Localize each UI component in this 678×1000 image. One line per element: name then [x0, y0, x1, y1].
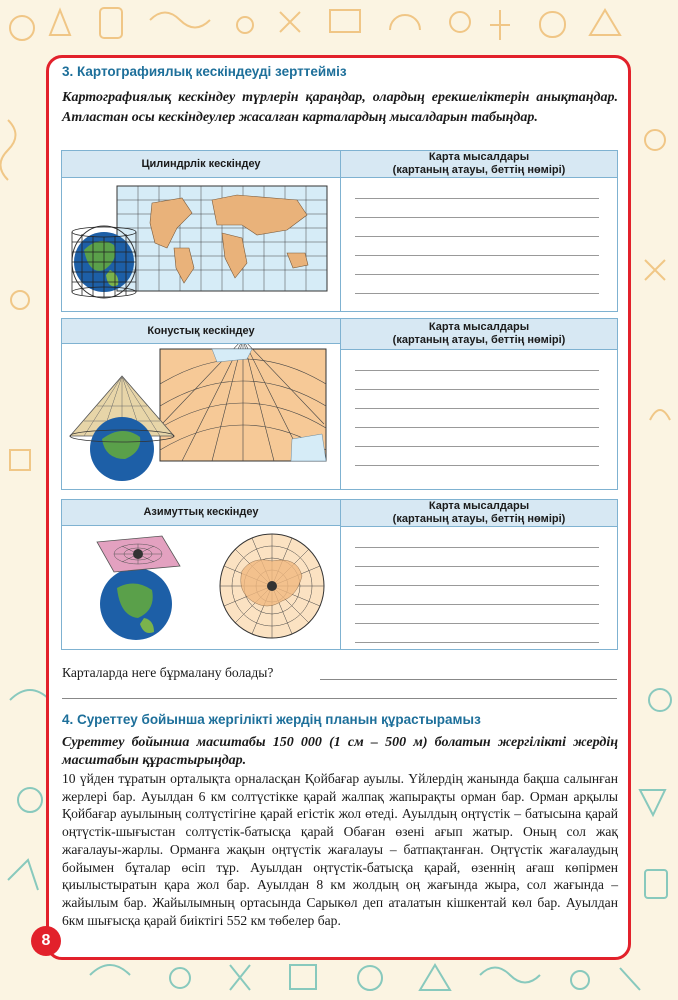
section4-task: Суреттеу бойынша масштабы 150 000 (1 см – 500 м) болатын жергілікті жердің масштабын құрастырыңдар. — [62, 735, 618, 768]
answer-header-line1: Карта мысалдары — [428, 500, 530, 512]
answer-lines[interactable] — [341, 527, 617, 661]
table-title: Азимуттық кескіндеу — [62, 500, 340, 526]
projection-table-conic — [61, 318, 618, 490]
table-answer-header — [341, 151, 617, 178]
table-answer-header — [341, 319, 617, 350]
table-title: Конустық кескіндеу — [62, 319, 340, 344]
doodle-circle — [10, 16, 34, 40]
azimuthal-projection-illustration — [62, 526, 340, 649]
projection-table-azimuthal — [61, 499, 618, 650]
section3-task: Картографиялық кескіндеу түрлерін қараңдар, олардың ерекшеліктерін анықтаңдар. Атластан осы кескіндеулер жасалған карталардың мысалдарын табыңдар. — [62, 90, 618, 125]
answer-line[interactable] — [320, 679, 617, 680]
answer-header-line2: (картаның атауы, беттің нөмірі) — [392, 164, 566, 176]
cylindrical-projection-illustration — [62, 178, 340, 311]
distortion-question: Карталарда неге бұрмалану болады? — [62, 665, 274, 680]
answer-header-line1: Карта мысалдары — [428, 151, 530, 163]
answer-header-line2: (картаның атауы, беттің нөмірі) — [392, 513, 566, 525]
answer-lines[interactable] — [341, 178, 617, 312]
answer-header-line1: Карта мысалдары — [428, 321, 530, 333]
section4-text: 10 үйден тұратын орталықта орналасқан Қойбағар ауылы. Үйлердің жанында бақша салынған жерлері бар. Ауылдан 6 км солтүстікке қарай жалпақ жапырақты орман бар. Орман арқылы Қойбағар ауылының солтүстігіне қарай егістік жол өтеді. Ауылдың оңтүстік – батысына қарай оңтүстік-шығыстан солтүстік-батысқа қарай Обаған өзені ағып жатыр. Оның сол жақ жағалауы-жарлы. Орманға жақын оңтүстік жағалауы – батпақтанған. Оңтүстік жағалаудың бойымен бұталар өсіп тұр. Ауылдан оңтүстік-батысқа қарай, өзеннің ағаш көпірмен қиылыстыратын қара жол бар. Ауылдан 8 км жолдың оң жағында жыра, сол жағында – жайылым бар. Жайылымның ортасында Сарыкөл деп аталатын кішкентай көл бар. Ауылдан 6км шығысқа қарай биіктігі 552 км төбелер бар. — [62, 771, 618, 928]
table-answer-header — [341, 500, 617, 527]
table-title: Цилиндрлік кескіндеу — [62, 151, 340, 178]
projection-table-cylindrical — [61, 150, 618, 312]
conic-projection-illustration — [62, 344, 340, 489]
answer-line[interactable] — [62, 698, 617, 699]
section3-heading: 3. Картографиялық кескіндеуді зерттейміз — [62, 64, 347, 79]
answer-lines[interactable] — [341, 350, 617, 489]
page-number: 8 — [31, 926, 61, 956]
section4-heading: 4. Суреттеу бойынша жергілікті жердің планын құрастырамыз — [62, 712, 481, 727]
answer-header-line2: (картаның атауы, беттің нөмірі) — [392, 334, 566, 346]
